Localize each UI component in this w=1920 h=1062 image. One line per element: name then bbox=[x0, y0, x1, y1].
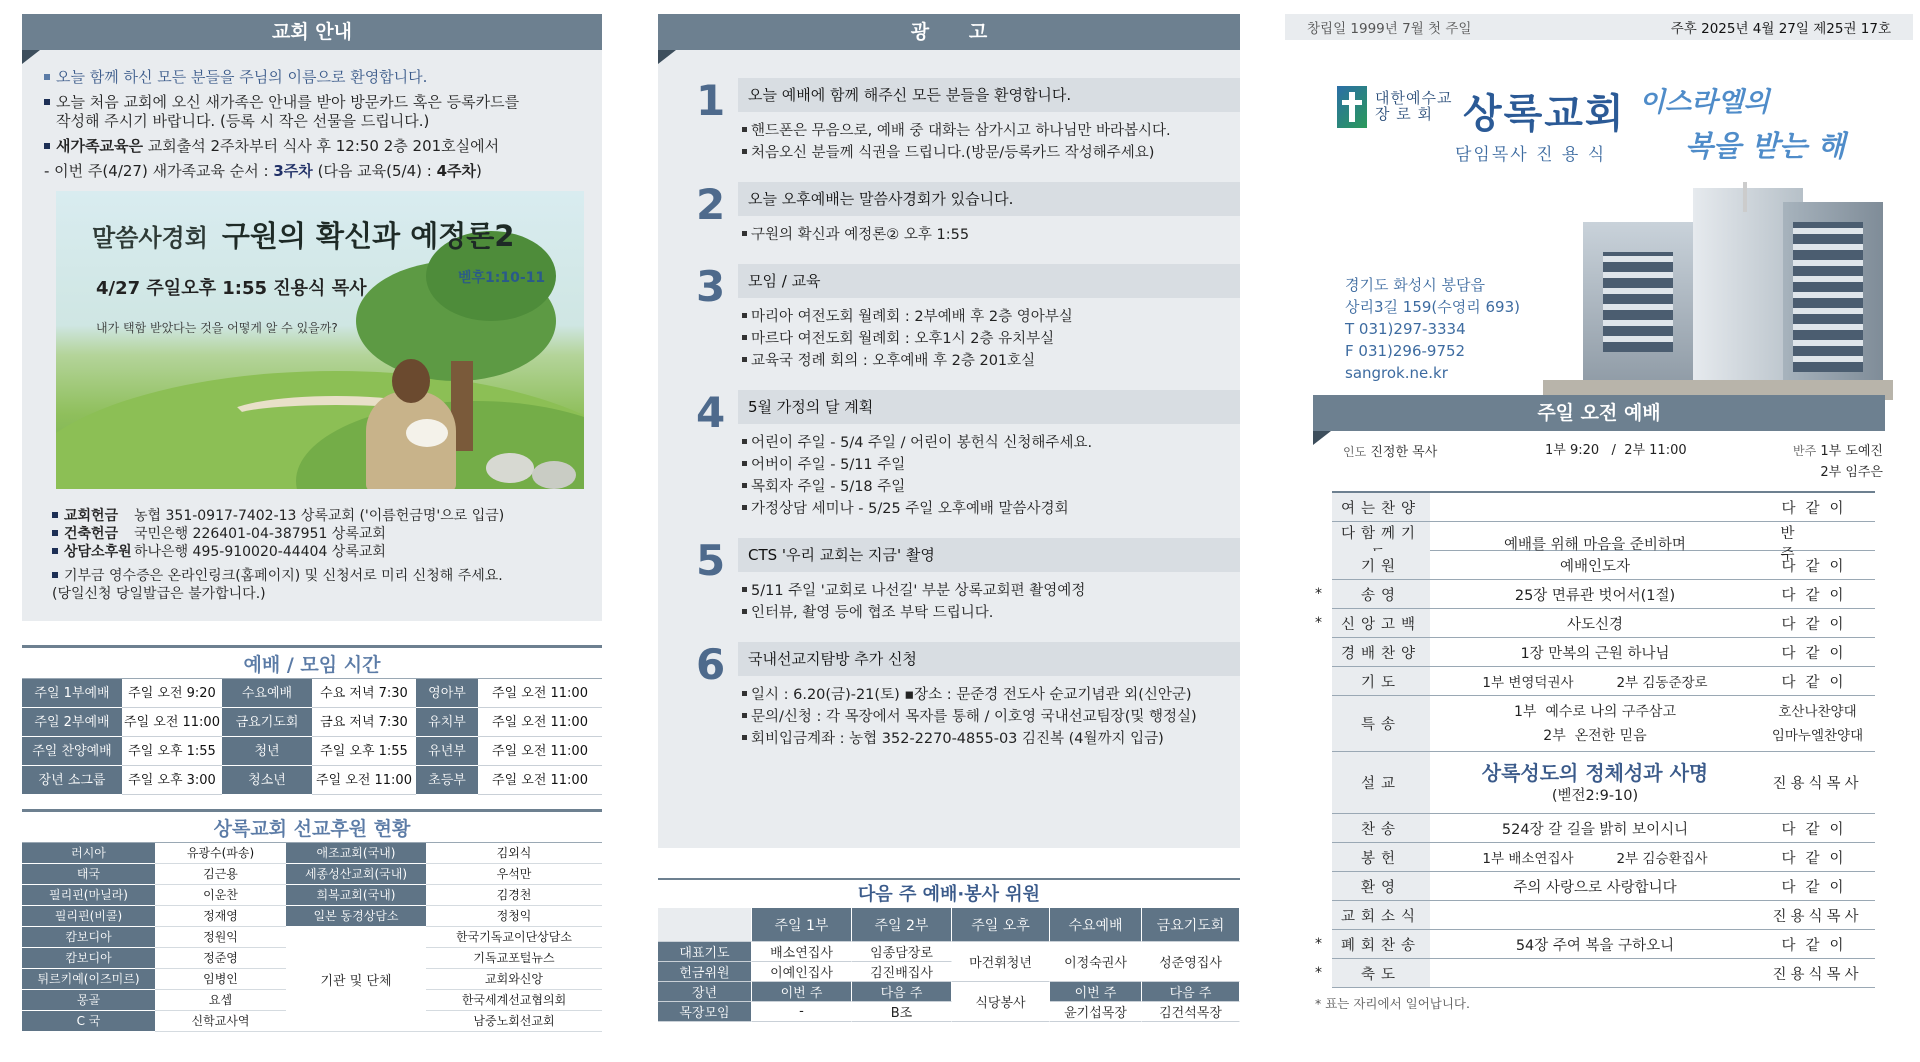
bullet-icon bbox=[44, 99, 50, 105]
next-week-title: 다음 주 예배·봉사 위원 bbox=[658, 878, 1240, 908]
order-row: 경배찬양 1장 만복의 근원 하나님 다같이 bbox=[1332, 638, 1875, 667]
standing-footnote: * 표는 자리에서 일어납니다. bbox=[1315, 996, 1470, 1011]
bullet-icon bbox=[742, 505, 747, 510]
lamb-figure bbox=[406, 419, 448, 447]
church-logo-icon bbox=[1337, 86, 1367, 128]
bullet-icon bbox=[742, 461, 747, 466]
bullet-icon bbox=[742, 357, 747, 362]
announcements-column bbox=[658, 0, 1240, 1022]
welcome-line: 오늘 함께 하신 모든 분들을 주님의 이름으로 환영합니다. bbox=[44, 68, 582, 87]
issue-strip bbox=[1285, 14, 1913, 40]
worship-order-title: 주일 오전 예배 bbox=[1313, 395, 1885, 431]
worship-times-table: 주일 1부예배 주일 오전 9:20 수요예배 수요 저녁 7:30 영아부 주일 오전 11:00 주일 2부예배 주일 오전 11:00 금요기도회 금요 저녁 7:30 유치부 주일 오전 11:00 주일 찬양예배 주일 오후 1:55 청년 주일 오후 1:55 유년부 주일 오전 11:00 장년 소그룹 주일 오후 3:00 청소년 주일 오전 11:00 초등부 주일 오전 11:00 bbox=[22, 679, 602, 795]
bullet-icon bbox=[52, 530, 58, 536]
cover-hero bbox=[1285, 40, 1913, 395]
bullet-icon bbox=[742, 713, 747, 718]
bullet-icon bbox=[742, 735, 747, 740]
order-row: 다함께기 예배를 위해 마음을 준비하며 반주 bbox=[1332, 522, 1875, 551]
announcement-item: 5 CTS '우리 교회는 지금' 촬영 5/11 주일 '교회로 나선길' 부분 상록교회편 촬영예정 인터뷰, 촬영 등에 협조 부탁 드립니다. bbox=[658, 538, 1240, 624]
order-row: 교회소식 진용식목사 bbox=[1332, 901, 1875, 930]
bullet-icon bbox=[52, 572, 58, 578]
order-row: 환영 주의 사랑으로 사랑합니다 다같이 bbox=[1332, 872, 1875, 901]
banner-question: 내가 택함 받았다는 것을 어떻게 알 수 있을까? bbox=[96, 321, 338, 335]
bullet-icon bbox=[44, 143, 50, 149]
bullet-icon bbox=[742, 149, 747, 154]
announcement-item: 4 5월 가정의 달 계획 어린이 주일 - 5/4 주일 / 어린이 봉헌식 신청해주세요. 어버이 주일 - 5/11 주일 목회자 주일 - 5/18 주일 가정상담 세미나 - 5/25 주일 오후예배 말씀사경회 bbox=[658, 390, 1240, 520]
worship-times-title: 예배 / 모임 시간 bbox=[22, 645, 602, 679]
sermon-title: 상록성도의 정체성과 사명 bbox=[1481, 760, 1709, 785]
edu-week-line: - 이번 주(4/27) 새가족교육 순서 : 3주차 (다음 교육(5/4) : 4주차) bbox=[44, 162, 482, 180]
church-info-column bbox=[22, 0, 602, 1032]
order-row: 기도 1부 변영덕권사 2부 김동준장로 다같이 bbox=[1332, 667, 1875, 696]
sermon-row: 설교 상록성도의 정체성과 사명 (벧전2:9-10) 진용식목사 bbox=[1332, 752, 1875, 814]
order-row: 여는찬양 다같이 bbox=[1332, 493, 1875, 522]
announcement-item: 2 오늘 오후예배는 말씀사경회가 있습니다. 구원의 확신과 예정론② 오후 1:55 bbox=[658, 182, 1240, 246]
announcement-item: 3 모임 / 교육 마리아 여전도회 월례회 : 2부예배 후 2층 영아부실 마르다 여전도회 월례회 : 오후1시 2층 유치부실 교육국 정례 회의 : 오후예배 후 2층 201호실 bbox=[658, 264, 1240, 372]
banner-ref: 벧후1:10-11 bbox=[458, 270, 546, 286]
announcements-title: 광 고 bbox=[658, 14, 1240, 50]
bullet-icon bbox=[52, 512, 58, 518]
order-row: * 송영 25장 면류관 벗어서(1절) 다같이 bbox=[1332, 580, 1875, 609]
bullet-icon bbox=[742, 609, 747, 614]
bullet-icon bbox=[742, 313, 747, 318]
next-week-table: 주일 1부 주일 2부 주일 오후 수요예배 금요기도회 대표기도 배소연집사 임종담장로 마건휘청년 이정숙권사 성준영집사 헌금위원 이예인집사 김진배집사 장년 이번 주 다음 주 식당봉사 이번 주 다음 주 목장모임 - B조 윤기섭목장 김건석목장 bbox=[658, 908, 1240, 1022]
offering-row: 상담소후원 하나은행 495-910020-44404 상록교회 bbox=[52, 543, 582, 561]
order-row: * 신앙고백 사도신경 다같이 bbox=[1332, 609, 1875, 638]
bullet-icon bbox=[742, 587, 747, 592]
offering-row: 교회헌금 농협 351-0917-7402-13 상록교회 ('이름헌금명'으로 입금) bbox=[52, 507, 582, 525]
slogan-line-1: 이스라엘의 bbox=[1639, 87, 1770, 118]
mission-group-cell: 기관 및 단체 bbox=[286, 927, 426, 1032]
church-name: 상록교회 bbox=[1463, 91, 1626, 137]
sermon-banner-image bbox=[56, 191, 584, 489]
special-song-row: 특송 1부 예수로 나의 구주삼고 2부 온전한 믿음 호산나찬양대 임마누엘찬양대 bbox=[1332, 696, 1875, 752]
church-building-image bbox=[1543, 182, 1893, 400]
church-info-box bbox=[22, 50, 602, 621]
mission-support-table: 러시아 유광수(파송) 애조교회(국내) 김외식 태국 김근용 세종성산교회(국내) 우석만 필리핀(마닐라) 이운찬 희복교회(국내) 김경천 필리핀(비콜) 정재영 일본 동경상담소 정청익 캄보디아 정원익 기관 및 단체 한국기독교이단상담소 캄보디아 정준영 기독교포털뉴스 튀르키예(이즈미르) 임병인 교회와신앙 몽골 요셉 한국세계선교협의회 C 국 신학교사역 남중노회선교회 bbox=[22, 843, 602, 1032]
sermon-scripture: (벧전2:9-10) bbox=[1551, 787, 1639, 804]
announcement-item: 6 국내선교지탐방 추가 신청 일시 : 6.20(금)-21(토) ▪장소 : 문준경 전도사 순교기념관 외(신안군) 문의/신청 : 각 목장에서 목자를 통해 / 이호영 국내선교팀장(및 행정실) 회비입금계좌 : 농협 352-2270-4855-03 김진복 (4월까지 입금) bbox=[658, 642, 1240, 750]
issue-number: 주후 2025년 4월 27일 제25권 17호 bbox=[1670, 21, 1891, 37]
church-address: 경기도 화성시 봉담읍 상리3길 159(수영리 693) T 031)297-3334 F 031)296-9752 sangrok.ne.kr bbox=[1345, 276, 1520, 382]
receipt-notice: 기부금 영수증은 온라인링크(홈페이지) 및 신청서로 미리 신청해 주세요. (당일신청 당일발급은 불가합니다.) bbox=[52, 568, 503, 602]
bullet-icon bbox=[742, 691, 747, 696]
worship-order-table bbox=[1315, 491, 1875, 988]
order-row: 봉헌 1부 배소연집사 2부 김승환집사 다같이 bbox=[1332, 843, 1875, 872]
bullet-icon bbox=[742, 231, 747, 236]
denomination: 대한예수교 장 로 회 bbox=[1375, 89, 1453, 123]
worship-leaders: 인도 진정한 목사 1부 9:20 / 2부 11:00 반주 1부 도예진 2부 임주은 bbox=[1343, 443, 1883, 480]
order-row: * 축도 진용식목사 bbox=[1332, 959, 1875, 988]
bullet-icon bbox=[742, 127, 747, 132]
order-row: * 폐회찬송 54장 주여 복을 구하오니 다같이 bbox=[1332, 930, 1875, 959]
new-family-line: 오늘 처음 교회에 오신 새가족은 안내를 받아 방문카드 혹은 등록카드를 작성해 주시기 바랍니다. (등록 시 작은 선물을 드립니다.) bbox=[44, 93, 582, 131]
cover-column bbox=[1285, 0, 1913, 1012]
announcements-box bbox=[658, 50, 1240, 848]
banner-title: 말씀사경회 구원의 확신과 예정론2 bbox=[92, 219, 515, 253]
bullet-icon bbox=[742, 483, 747, 488]
offering-row: 건축헌금 국민은행 226401-04-387951 상록교회 bbox=[52, 525, 582, 543]
order-row: 기원 예배인도자 다같이 bbox=[1332, 551, 1875, 580]
bullet-icon bbox=[44, 74, 50, 80]
church-info-title: 교회 안내 bbox=[22, 14, 602, 50]
banner-date: 4/27 주일오후 1:55 진용식 목사 bbox=[96, 278, 367, 299]
bullet-icon bbox=[742, 335, 747, 340]
edu-line: 새가족교육은 교회출석 2주차부터 식사 후 12:50 2층 201호실에서 bbox=[44, 137, 582, 156]
bullet-icon bbox=[52, 548, 58, 554]
founded-date: 창립일 1999년 7월 첫 주일 bbox=[1307, 21, 1472, 37]
offering-list bbox=[44, 507, 582, 603]
announcement-item: 1 오늘 예배에 함께 해주신 모든 분들을 환영합니다. 핸드폰은 무음으로, 예배 중 대화는 삼가시고 하나님만 바라봅시다. 처음오신 분들께 식권을 드립니다.(방문/등록카드 작성해주세요) bbox=[658, 78, 1240, 164]
slogan-line-2: 복을 받는 해 bbox=[1685, 129, 1846, 163]
bullet-icon bbox=[742, 439, 747, 444]
order-row: 찬송 524장 갈 길을 밝히 보이시니 다같이 bbox=[1332, 814, 1875, 843]
mission-support-title: 상록교회 선교후원 현황 bbox=[22, 809, 602, 843]
senior-pastor: 담임목사 진 용 식 bbox=[1455, 145, 1607, 165]
